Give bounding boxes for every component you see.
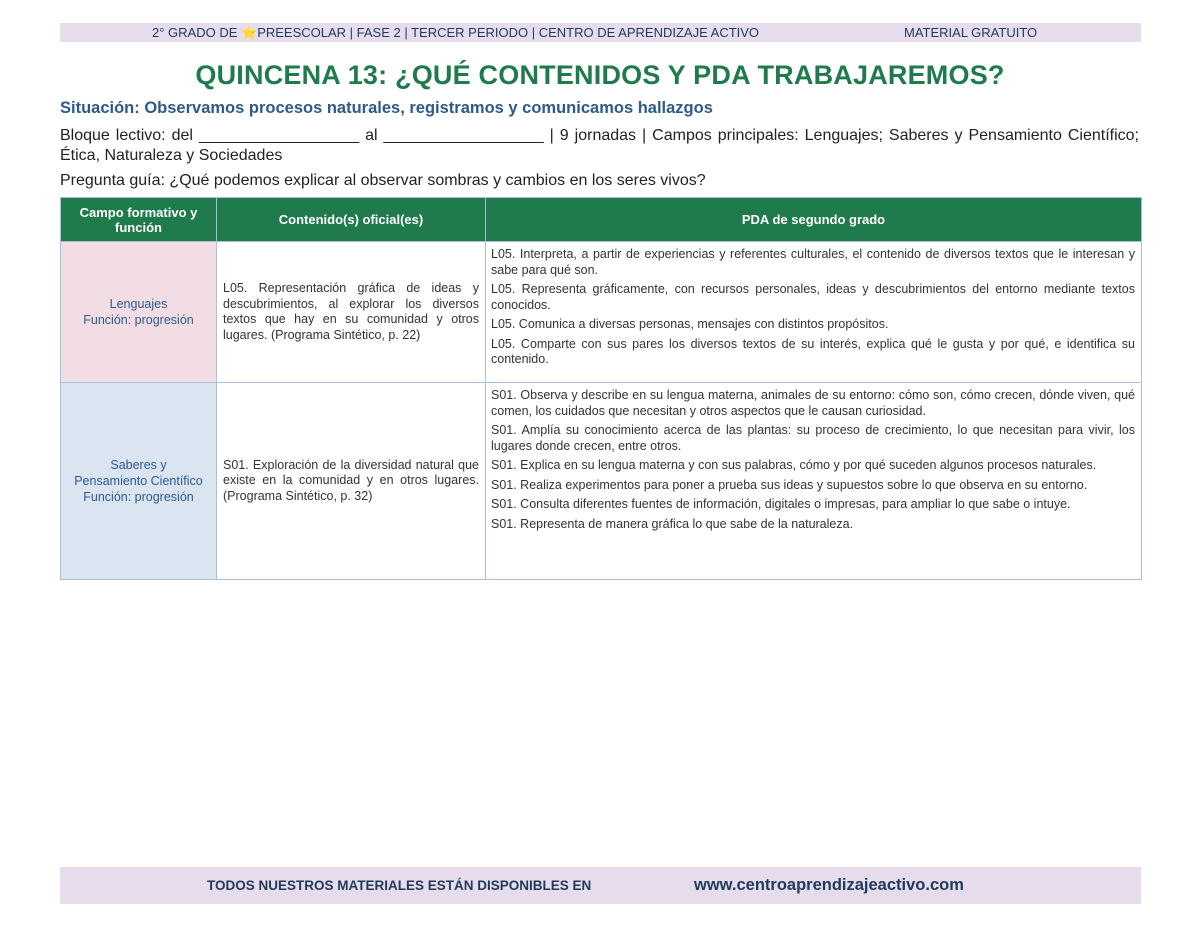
header-material: MATERIAL GRATUITO (904, 25, 1038, 40)
page-title: QUINCENA 13: ¿QUÉ CONTENIDOS Y PDA TRABAJAREMOS? (195, 60, 1005, 90)
campo-name-2: Pensamiento Científico (74, 474, 203, 488)
pregunta-guia: Pregunta guía: ¿Qué podemos explicar al observar sombras y cambios en los seres vivos? (60, 172, 706, 189)
header-grado: 2° GRADO DE (152, 25, 238, 40)
situacion-text: Situación: Observamos procesos naturales, registramos y comunicamos hallazgos (60, 99, 713, 117)
header-bar (60, 23, 1141, 42)
pda-item: S01. Explica en su lengua materna y con sus palabras, cómo y por qué suceden algunos procesos naturales. (491, 458, 1097, 472)
contenido-cell: L05. Representación gráfica de ideas y descubrimientos, al explorar los diversos textos que hay en su comunidad y otros lugares. (Programa Sintético, p. 22) (217, 242, 486, 383)
table-header-row (61, 198, 1142, 242)
pda-item: L05. Comunica a diversas personas, mensajes con distintos propósitos. (491, 317, 889, 331)
pda-item: L05. Comparte con sus pares los diversos textos de su interés, explica qué le gusta y por qué, e identifica su contenido. (491, 336, 1135, 366)
footer-label: TODOS NUESTROS MATERIALES ESTÁN DISPONIBLES EN (207, 878, 592, 893)
pda-item: L05. Interpreta, a partir de experiencias y referentes culturales, el contenido de diversos textos que le interesan y sabe para qué son. (491, 247, 1135, 277)
pda-item: S01. Realiza experimentos para poner a prueba sus ideas y supuestos sobre lo que observa en su entorno. (491, 477, 1088, 492)
header-pda: PDA de segundo grado (486, 198, 1142, 242)
footer-bar (60, 867, 1141, 904)
campo-name: Saberes y (110, 458, 167, 472)
campo-saberes (61, 383, 217, 580)
pda-item: S01. Consulta diferentes fuentes de información, digitales o impresas, para ampliar lo que sabe o intuye. (491, 497, 1071, 511)
campo-name: Lenguajes (109, 297, 168, 311)
footer-url-link[interactable]: www.centroaprendizajeactivo.com (694, 876, 964, 894)
contenidos-table (60, 197, 1142, 580)
header-campo: Campo formativo y función (61, 198, 217, 242)
table-row (61, 242, 1142, 383)
table-row (61, 383, 1142, 580)
campo-lenguajes (61, 242, 217, 383)
pda-item: S01. Amplía su conocimiento acerca de las plantas: su proceso de crecimiento, lo que necesitan para vivir, los lugares donde crecen, entre otros. (491, 423, 1135, 453)
pda-item: S01. Observa y describe en su lengua materna, animales de su entorno: cómo son, cómo crecen, dónde viven, qué comen, los cuidados que necesitan y otros aspectos que le causan curiosidad. (491, 388, 1135, 418)
bloque-lectivo: Bloque lectivo: del __________________ al __________________ | 9 jornadas | Campos principales: Lenguajes; Saberes y Pensamiento Científico; Ética, Naturaleza y Sociedades (60, 127, 1139, 164)
star-icon: ⭐ (241, 25, 258, 40)
pda-item: L05. Representa gráficamente, con recursos personales, ideas y descubrimientos del entorno mediante textos conocidos. (491, 282, 1135, 312)
contenido-cell: S01. Exploración de la diversidad natural que existe en la comunidad y en otros lugares. (Programa Sintético, p. 32) (217, 383, 486, 580)
pda-cell (486, 242, 1142, 383)
campo-funcion: Función: progresión (83, 490, 194, 504)
pda-cell (486, 383, 1142, 580)
campo-funcion: Función: progresión (83, 313, 194, 327)
pda-item: S01. Representa de manera gráfica lo que sabe de la naturaleza. (491, 516, 854, 531)
header-rest: PREESCOLAR | FASE 2 | TERCER PERIODO | CENTRO DE APRENDIZAJE ACTIVO (257, 25, 760, 40)
header-info (152, 23, 759, 42)
header-contenido: Contenido(s) oficial(es) (217, 198, 486, 242)
